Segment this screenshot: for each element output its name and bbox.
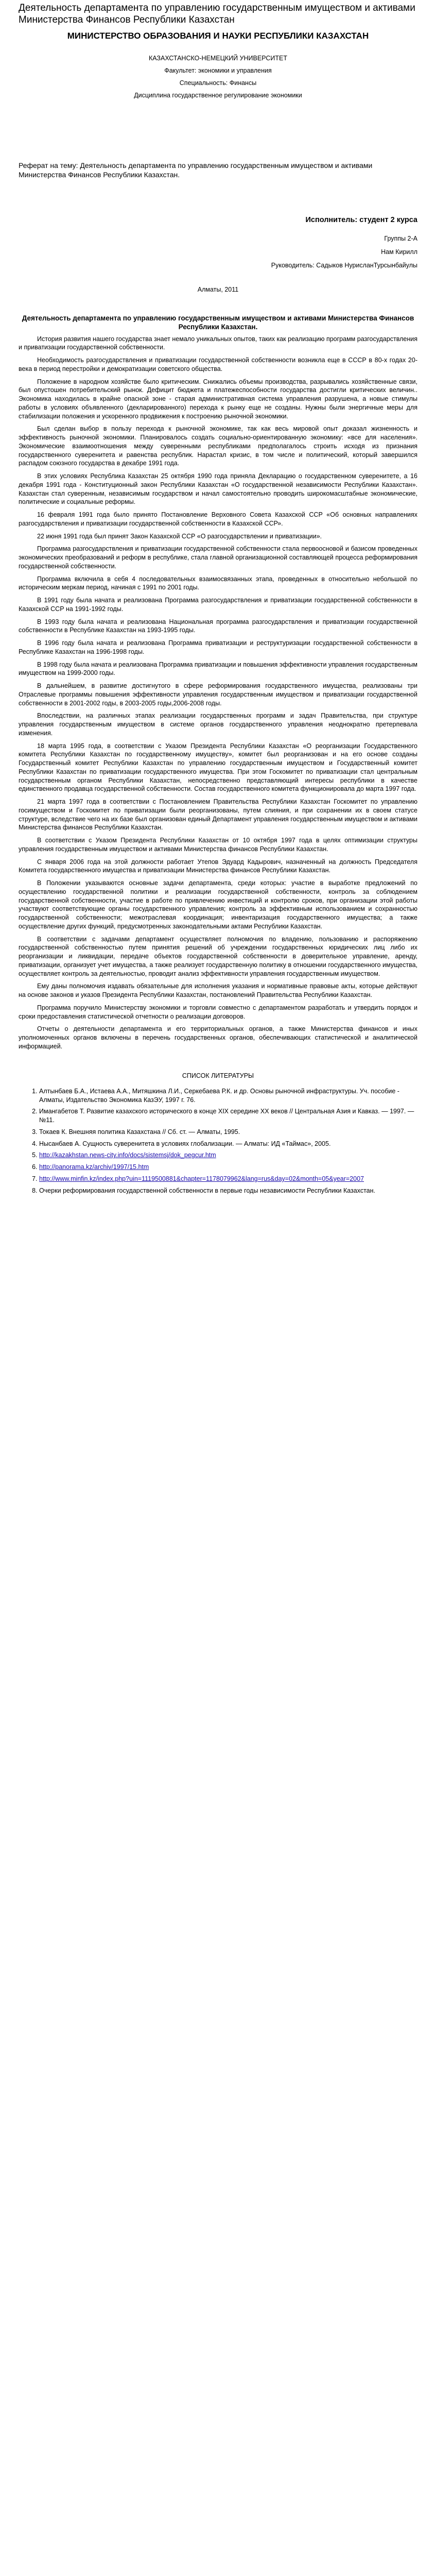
student-name: Нам Кирилл bbox=[381, 248, 417, 256]
reference-item: 4. Нысанбаев А. Сущность суверенитета в условиях глобализации. — Алматы: ИД «Таймас», 2005. bbox=[39, 1140, 417, 1148]
reference-item: 1. Алтынбаев Б.А., Истаева А.А., Митяшкина Л.И., Серкебаева Р.К. и др. Основы рыночной инфраструктуры. Уч. пособие - Алматы, Издательство Экономика КазЭУ, 1997 г. 76. bbox=[39, 1087, 417, 1105]
paragraph: В Положении указываются основные задачи департамента, среди которых: участие в выработке предложений по осуществлению государственной политики и реализации государственной собственности, контроль за соблюдением государственной собственности, участие в работе по привлечению инвестиций и контролю сроков, при организации этой работы участвуют соответствующие органы государственного управления; контроль за эффективным использованием и сохранностью государственной собственности; межотраслевая координация; инвентаризация государственного имущества; а также осуществление других функций, предусмотренных законодательными актами Республики Казахстан. bbox=[19, 879, 417, 930]
paragraph: Ему даны полномочия издавать обязательные для исполнения указания и нормативные правовые акты, которые действуют на основе законов и указов Президента Республики Казахстан, постановлений Правительства Республики Казахстан. bbox=[19, 982, 417, 999]
paragraph: Впоследствии, на различных этапах реализации государственных программ и задач Правительства, при структуре управления государственным имуществом в системе органов государственного управления неоднократно претерпевала изменения. bbox=[19, 712, 417, 737]
city-year: Алматы, 2011 bbox=[197, 285, 239, 293]
paragraph: 22 июня 1991 года был принят Закон Казахской ССР «О разгосударствлении и приватизации». bbox=[37, 532, 322, 540]
paragraph: В соответствии с Указом Президента Республики Казахстан от 10 октября 1997 года в целях оптимизации структуры управления государственным имуществом и активами Министерства финансов Республики Казахстан. bbox=[19, 837, 417, 853]
paragraph: С января 2006 года на этой должности работает Утепов Эдуард Кадырович, назначенный на должность Председателя Комитета государственного имущества и приватизации Министерства финансов Республики Казахстан. bbox=[19, 858, 417, 874]
paragraph: В соответствии с задачами департамент осуществляет полномочия по владению, пользованию и распоряжению государственной собственностью путем принятия решений об учреждении государственных юридических лиц либо их реорганизации и ликвидации, передаче объектов государственной собственности в доверительное управление, аренду, приватизации, организует учет имущества, а также реализует государственную политику в отношении государственного имущества, осуществляет контроль за деятельностью, проводит анализ эффективности управления государственным имуществом. bbox=[19, 935, 417, 977]
reference-link[interactable]: http://kazakhstan.news-city.info/docs/sistemsj/dok_pegcur.htm bbox=[39, 1151, 216, 1159]
paragraph: Был сделан выбор в пользу перехода к рыночной экономике, так как весь мировой опыт доказал жизненность и эффективность рыночной экономики. Планировалось создать социально-ориентированную экономику: «все для населения». Экономические взаимоотношения между суверенными республиками предполагалось строить исходя из признания государственного суверенитета и равенства республик. Нарастал кризис, в том числе и политический, который завершился распадом союзного государства в декабре 1991 года. bbox=[19, 425, 417, 467]
reference-item: 2. Имангабетов Т. Развитие казахского исторического в конце XIX середине XX веков // Центральная Азия и Кавказ. — 1997. — №11. bbox=[39, 1107, 417, 1125]
paragraph: Программа включила в себя 4 последовательных взаимосвязанных этапа, проведенных в относительно небольшой по историческим меркам период, начиная с 1991 по 2001 годы. bbox=[19, 575, 417, 591]
reference-link[interactable]: http://www.minfin.kz/index.php?uin=1119500881&chapter=1178079962&lang=rus&day=02&month=05&year=2007 bbox=[39, 1175, 364, 1182]
document-title: Деятельность департамента по управлению государственным имуществом и активами Министерства Финансов Республики Казахстан bbox=[19, 3, 415, 26]
paragraph: В этих условиях Республика Казахстан 25 октября 1990 года приняла Декларацию о государственном суверенитете, а 16 декабря 1991 года - Конституционный закон Республики Казахстан «О государственной независимости Республики Казахстан». Казахстан стал суверенным, независимым государством и начал самостоятельно проводить широкомасштабные экономические, политические и социальные реформы. bbox=[19, 472, 417, 506]
reference-item bbox=[39, 1163, 417, 1172]
group-line: Группы 2-А bbox=[384, 234, 417, 242]
paragraph: 16 февраля 1991 года было принято Постановление Верховного Совета Казахской ССР «Об основных направлениях разгосударствления и приватизации государственной собственности в Казахской ССР». bbox=[19, 511, 417, 527]
paragraph: 21 марта 1997 года в соответствии с Постановлением Правительства Республики Казахстан Госкомитет по управлению госимуществом и Госкомитет по приватизации были реорганизованы, путем слияния, и при сохранении их в своем статусе структуре, вследствие чего на их базе был организован единый Департамент управления государственным имуществом и активами Министерства финансов Республики Казахстан. bbox=[19, 798, 417, 832]
reference-link[interactable]: http://panorama.kz/archiv/1997/15.htm bbox=[39, 1163, 149, 1171]
specialty-line: Специальность: Финансы bbox=[179, 79, 257, 87]
document-page bbox=[0, 0, 436, 1218]
abstract-topic: Реферат на тему: Деятельность департамента по управлению государственным имуществом и активами Министерства Финансов Республики Казахстан. bbox=[19, 161, 373, 179]
references-list bbox=[19, 1087, 417, 1195]
paragraph: Необходимость разгосударствления и приватизации государственной собственности возникла еще в СССР в 80-х годах 20-века в период перестройки и демократизации советского общества. bbox=[19, 357, 417, 372]
discipline-line: Дисциплина государственное регулирование экономики bbox=[134, 92, 302, 99]
section-heading: Деятельность департамента по управлению государственным имуществом и активами Министерства Финансов Республики Казахстан. bbox=[22, 314, 414, 331]
reference-item bbox=[39, 1151, 417, 1160]
faculty-line: Факультет: экономики и управления bbox=[164, 66, 272, 74]
paragraph: В 1991 году была начата и реализована Программа разгосударствления и приватизации государственной собственности в Казахской ССР на 1991-1992 годы. bbox=[19, 597, 417, 613]
paragraph: Программа разгосударствления и приватизации государственной собственности стала первоосновой и базисом проведенных экономических преобразований и реформ в республике, стала главной организационной составляющей процесса реформирования государственной собственности. bbox=[19, 545, 417, 570]
cover-spacer bbox=[19, 104, 417, 161]
reference-item bbox=[39, 1175, 417, 1183]
performer-line: Исполнитель: студент 2 курса bbox=[305, 216, 417, 225]
supervisor-line: Руководитель: Садыков НурисланТурсынбайулы bbox=[271, 262, 417, 269]
paragraph: В 1998 году была начата и реализована Программа приватизации и повышения эффективности управления государственным имуществом на 1999-2000 годы. bbox=[19, 660, 417, 677]
reference-item: 8. Очерки реформирования государственной собственности в первые годы независимости Республики Казахстан. bbox=[39, 1187, 417, 1195]
paragraph: В дальнейшем, в развитие достигнутого в сфере реформирования государственного имущества, реализованы три Отраслевые программы повышения эффективности управления государственным имуществом и приватизации государственной собственности в 2001-2002 годы, в 2003-2005 годы,2006-2008 годы. bbox=[19, 682, 417, 707]
references-title: СПИСОК ЛИТЕРАТУРЫ bbox=[182, 1072, 254, 1079]
paragraph: История развития нашего государства знает немало уникальных опытов, таких как реализацию программ разгосударствления и приватизации государственной собственности. bbox=[19, 335, 417, 351]
reference-item: 3. Токаев К. Внешняя политика Казахстана // Сб. ст. — Алматы, 1995. bbox=[39, 1128, 417, 1137]
paragraph: Отчеты о деятельности департамента и его территориальных органов, а также Министерства финансов и иных уполномоченных органов включены в перечень государственных органов, обеспечивающих статистической и аналитической информацией. bbox=[19, 1025, 417, 1050]
ministry-heading: МИНИСТЕРСТВО ОБРАЗОВАНИЯ И НАУКИ РЕСПУБЛИКИ КАЗАХСТАН bbox=[67, 31, 369, 41]
paragraph: Программа поручило Министерству экономики и торговли совместно с департаментом разработать и утвердить порядок и сроки предоставления статистической отчетности о реализации договоров. bbox=[19, 1004, 417, 1020]
paragraph: В 1993 году была начата и реализована Национальная программа разгосударствления и приватизации государственной собственности в Республике Казахстан на 1993-1995 годы. bbox=[19, 618, 417, 634]
paragraph: В 1996 году была начата и реализована Программа приватизации и реструктуризации государственной собственности в Республике Казахстан на 1996-1998 годы. bbox=[19, 639, 417, 655]
paragraph: Положение в народном хозяйстве было критическим. Снижались объемы производства, разрывались хозяйственные связи, был опустошен потребительский рынок. Дефицит бюджета и платежеспособности государства достигли критических величин.. Экономика находилась в крайне опасной зоне - старая административная система управления разрушена, а новые стимулы работы в условиях объявленного (декларированного) перехода к рынку еще не созданы. Нужны были энергичные меры для стабилизации положения и ускоренного продвижения к построению рыночной экономики. bbox=[19, 378, 417, 420]
body-text bbox=[19, 335, 417, 1051]
university-name: КАЗАХСТАНСКО-НЕМЕЦКИЙ УНИВЕРСИТЕТ bbox=[148, 54, 288, 62]
paragraph: 18 марта 1995 года, в соответствии с Указом Президента Республики Казахстан «О реорганизации Государственного комитета Республики Казахстан по государственному имуществу», комитет был реорганизован и на его основе созданы Государственный комитет Республики Казахстан по управлению государственным имуществом и Государственный комитет Республики Казахстан по приватизации государственного имущества. При этом Госкомитет по приватизации стал центральным государственным органом Республики Казахстан, непосредственно представляющий интересы республики в качестве единственного продавца государственной собственности. Состав государственного комитета функционировала до марта 1997 года. bbox=[19, 742, 417, 793]
